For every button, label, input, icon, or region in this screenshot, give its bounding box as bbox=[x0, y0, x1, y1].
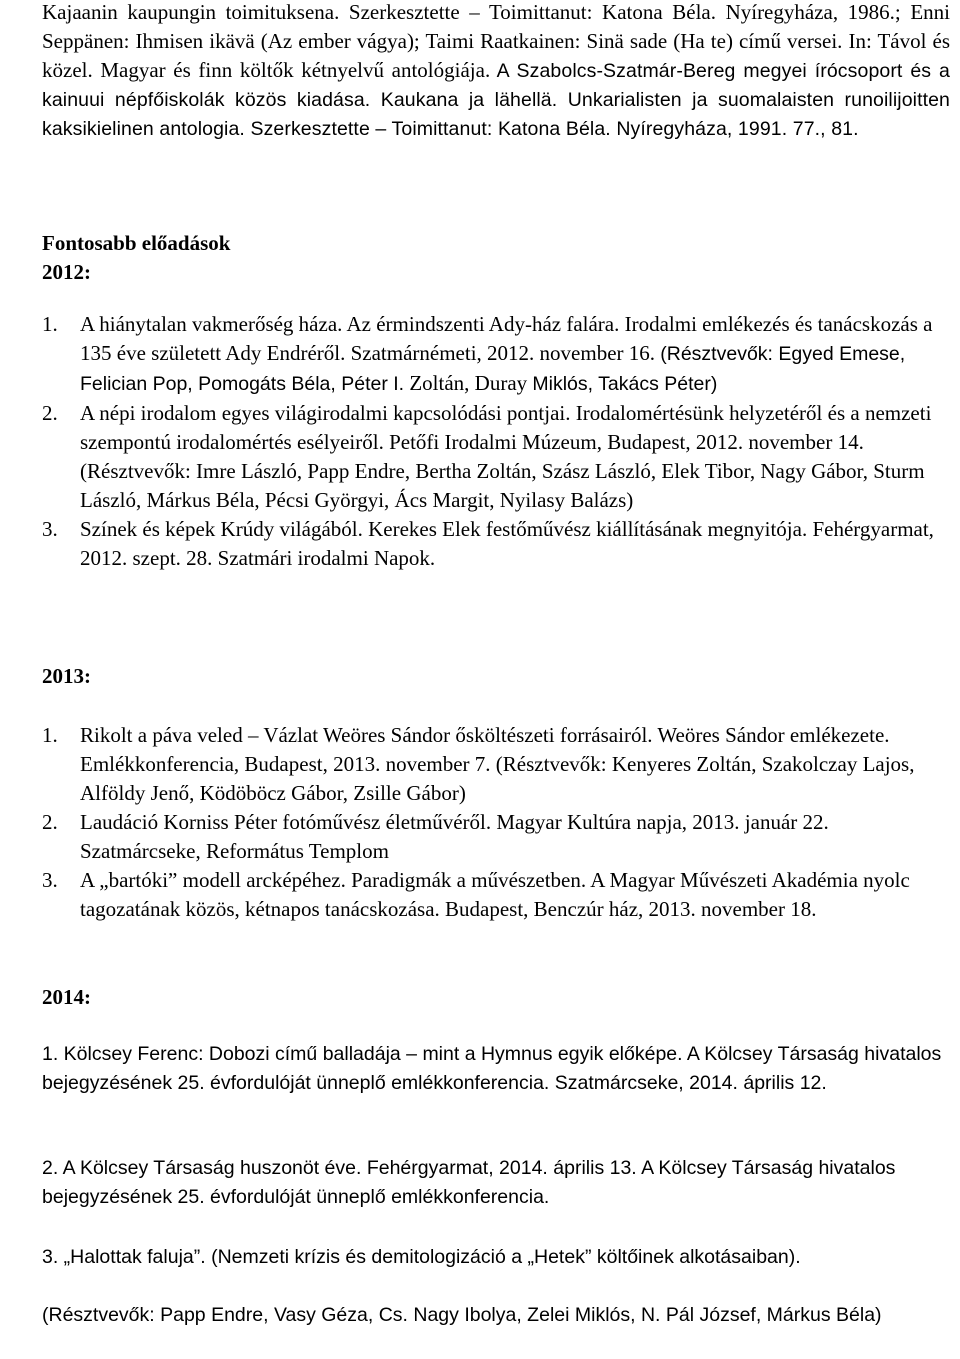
lecture-2014-3: 3. „Halottak faluja”. (Nemzeti krízis és demitologizáció a „Hetek” költőinek alkotásaiban). bbox=[42, 1246, 801, 1268]
item-number: 2. bbox=[42, 401, 58, 425]
bibliography-continuation bbox=[42, 0, 950, 144]
item-number: 3. bbox=[42, 517, 58, 541]
year-heading-2014: 2014: bbox=[42, 985, 91, 1009]
list-item bbox=[42, 399, 950, 515]
bibliography-part-1: Kajaanin kaupungin toimituksena. Szerkesztette – Toimittanut: Katona Béla. Nyíregyháza, 1986.; Enni Seppänen: Ihmisen ikävä (Az ember vágya); Taimi Raatkainen: Sinä sade (Ha te) című versei. In: Távol és közel. Magyar és finn költők kétnyelvű antológiája. bbox=[42, 0, 950, 82]
item-number: 2. bbox=[42, 810, 58, 834]
item-participants-a: (Résztvevők: Egyed Emese, Felician Pop, Pomogáts Béla, Péter I. bbox=[80, 343, 906, 395]
list-item bbox=[42, 310, 950, 399]
list-item bbox=[42, 808, 950, 866]
item-text-serif-a: A hiánytalan vakmerőség háza. Az érmindszenti Ady-ház falára. Irodalmi emlékezés és tanácskozás a 135 éve született Ady Endréről. Szatmárnémeti, 2012. november 16. bbox=[80, 312, 933, 365]
bibliography-part-2: A Szabolcs-Szatmár-Bereg megyei írócsoport és a kainuui népfőiskolák közös kiadása. Kaukana ja lähellä. Unkarialisten ja suomalaisten runoilijoitten kaksikielinen antologia. Szerkesztette – Toimittanut: Katona Béla. Nyíregyháza, 1991. 77., 81. bbox=[42, 60, 950, 140]
item-participants-b: Miklós, Takács Péter) bbox=[532, 373, 718, 395]
item-number: 1. bbox=[42, 723, 58, 747]
lecture-2014-2: 2. A Kölcsey Társaság huszonöt éve. Fehérgyarmat, 2014. április 13. A Kölcsey Társaság hivatalos bejegyzésének 25. évfordulóját ünneplő emlékkonferencia. bbox=[42, 1157, 896, 1208]
lecture-list-2012 bbox=[42, 310, 950, 573]
list-item bbox=[42, 515, 950, 573]
item-text: Laudáció Korniss Péter fotóművész életművéről. Magyar Kultúra napja, 2013. január 22. Szatmárcseke, Református Templom bbox=[80, 810, 829, 863]
year-heading-2012: 2012: bbox=[42, 260, 91, 284]
lecture-2014-1: 1. Kölcsey Ferenc: Dobozi című balladája – mint a Hymnus egyik előképe. A Kölcsey Társaság hivatalos bejegyzésének 25. évfordulóját ünneplő emlékkonferencia. Szatmárcseke, 2014. április 12. bbox=[42, 1043, 942, 1094]
item-text: A „bartóki” modell arcképéhez. Paradigmák a művészetben. A Magyar Művészeti Akadémia nyolc tagozatának közös, kétnapos tanácskozása. Budapest, Benczúr ház, 2013. november 18. bbox=[80, 868, 910, 921]
lecture-list-2013 bbox=[42, 721, 950, 924]
item-number: 1. bbox=[42, 312, 58, 336]
list-item bbox=[42, 866, 950, 924]
item-text-serif-b: Zoltán, Duray bbox=[404, 371, 533, 395]
year-heading-2013: 2013: bbox=[42, 664, 91, 688]
list-item bbox=[42, 721, 950, 808]
section-heading: Fontosabb előadások bbox=[42, 231, 231, 255]
item-text bbox=[80, 310, 950, 399]
item-number: 3. bbox=[42, 868, 58, 892]
item-text: Rikolt a páva veled – Vázlat Weöres Sándor ősköltészeti forrásairól. Weöres Sándor emlékezete. Emlékkonferencia, Budapest, 2013. november 7. (Résztvevők: Kenyeres Zoltán, Szakolczay Lajos, Alföldy Jenő, Ködöböcz Gábor, Zsille Gábor) bbox=[80, 723, 915, 805]
item-text: Színek és képek Krúdy világából. Kerekes Elek festőművész kiállításának megnyitója. Fehérgyarmat, 2012. szept. 28. Szatmári irodalmi Napok. bbox=[80, 517, 934, 570]
item-text: A népi irodalom egyes világirodalmi kapcsolódási pontjai. Irodalomértésünk helyzetéről és a nemzeti szempontú irodalomértés esélyeiről. Petőfi Irodalmi Múzeum, Budapest, 2012. november 14. (Résztvevők: Imre László, Papp Endre, Bertha Zoltán, Szász László, Elek Tibor, Nagy Gábor, Sturm László, Márkus Béla, Pécsi Györgyi, Ács Margit, Nyilasy Balázs) bbox=[80, 401, 932, 512]
lecture-2014-participants: (Résztvevők: Papp Endre, Vasy Géza, Cs. Nagy Ibolya, Zelei Miklós, N. Pál József, Márkus Béla) bbox=[42, 1304, 882, 1326]
